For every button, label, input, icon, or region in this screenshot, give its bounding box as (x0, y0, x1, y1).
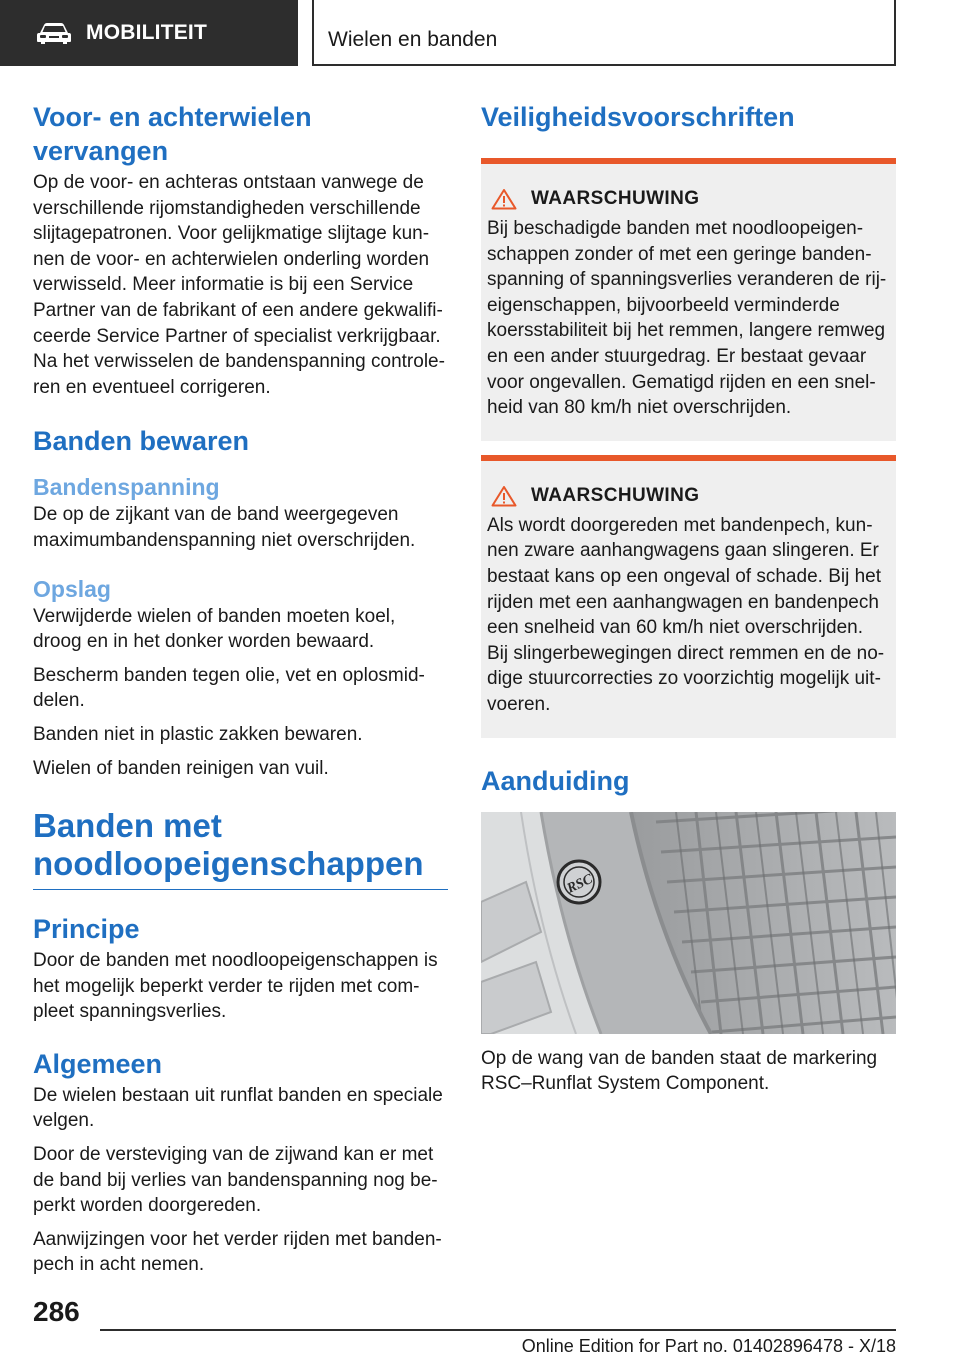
heading-runflat-line1: Banden met (33, 807, 222, 845)
warning-label-2: WAARSCHUWING (531, 484, 700, 506)
heading-general: Algemeen (33, 1048, 163, 1079)
chapter-title: Wielen en banden (328, 28, 498, 51)
warning-text-2: Als wordt doorgereden met bandenpech, kunnen zware aanhangwagens gaan slingeren. Er bestaat kans op een ongeval of schade. Bij het rijden met een aanhangwagen en bandenpech een snelheid van 60 km/h niet overschrijden. Bij slingerbewegingen direct remmen en de nodige stuurcorrecties zo voorzichtig mogelijk uitvoeren. (487, 514, 885, 715)
car-icon (36, 21, 72, 45)
text-general-3: Aanwijzingen voor het verder rijden met bandenpech in acht nemen. (33, 1228, 442, 1276)
heading-principle: Principe (33, 914, 140, 945)
heading-store-tires: Banden bewaren (33, 426, 250, 457)
text-general-1: De wielen bestaan uit runflat banden en speciale velgen. (33, 1084, 443, 1132)
page-header (0, 0, 960, 66)
rsc-tire-illustration (481, 812, 896, 1034)
warning-triangle-icon (491, 485, 517, 507)
warning-box-2 (481, 455, 896, 738)
page-number: 286 (33, 1296, 80, 1327)
warning-title-2 (491, 485, 888, 507)
warning-title-1 (491, 188, 888, 210)
text-principle: Door de banden met noodloopeigenschappen is het mogelijk beperkt verder te rijden met compleet spanningsverlies. (33, 950, 438, 1023)
heading-tire-pressure: Bandenspanning (33, 474, 220, 501)
heading-runflat (33, 807, 448, 890)
section-tab (0, 0, 298, 66)
warning-text-1: Bij beschadigde banden met noodloopeigenschappen zonder of met een geringe bandenspanning of spanningsverlies veranderen de rijeigenschappen, bijvoorbeeld verminderde koersstabiliteit bij het remmen, langere remweg en een ander stuurgedrag. Er bestaat gevaar voor ongevallen. Gematigd rijden en een snelheid van 80 km/h niet overschrijden. (487, 218, 887, 419)
text-storage-2: Bescherm banden tegen olie, vet en oplosmiddelen. (33, 664, 425, 712)
heading-replace-wheels: Voor- en achterwielen vervangen (33, 102, 312, 166)
heading-storage: Opslag (33, 575, 111, 602)
text-general-2: Door de versteviging van de zijwand kan er met de band bij verlies van bandenspanning nog beperkt worden doorgereden. (33, 1144, 438, 1217)
left-column (33, 100, 448, 1286)
warning-label-1: WAARSCHUWING (531, 188, 700, 209)
right-column (481, 100, 896, 1105)
footer-rule (100, 1329, 896, 1331)
edition-note: Online Edition for Part no. 01402896478 - X/18 (521, 1336, 896, 1356)
warning-triangle-icon (491, 188, 517, 210)
text-tire-pressure: De op de zijkant van de band weergegeven maximumbandenspanning niet overschrijden. (33, 504, 416, 551)
heading-marking: Aanduiding (481, 765, 630, 796)
chapter-box (312, 0, 896, 66)
text-marking: Op de wang van de banden staat de markering RSC–Runflat System Component. (481, 1047, 878, 1095)
text-storage-1: Verwijderde wielen of banden moeten koel, droog en in het donker worden bewaard. (33, 605, 396, 653)
heading-runflat-line2: noodloopeigenschappen (33, 845, 424, 883)
heading-safety: Veiligheidsvoorschriften (481, 102, 795, 132)
section-title: MOBILITEIT (86, 21, 207, 44)
rsc-logo-icon (558, 861, 600, 903)
svg-text:RSC: RSC (564, 871, 596, 897)
text-storage-4: Wielen of banden reinigen van vuil. (33, 757, 329, 779)
warning-box-1 (481, 158, 896, 441)
text-replace-wheels: Op de voor- en achteras ontstaan vanwege de verschillende rijomstandigheden verschillende slijtagepatronen. Voor gelijkmatige slijtage kunnen de voor- en achterwielen onderling worden verwisseld. Meer informatie is bij een Service Partner van de fabrikant of een andere gekwalificeerde Service Partner of specialist verkrijgbaar. Na het verwisselen de bandenspanning controleren en eventueel corrigeren. (33, 172, 445, 398)
text-storage-3: Banden niet in plastic zakken bewaren. (33, 723, 363, 745)
